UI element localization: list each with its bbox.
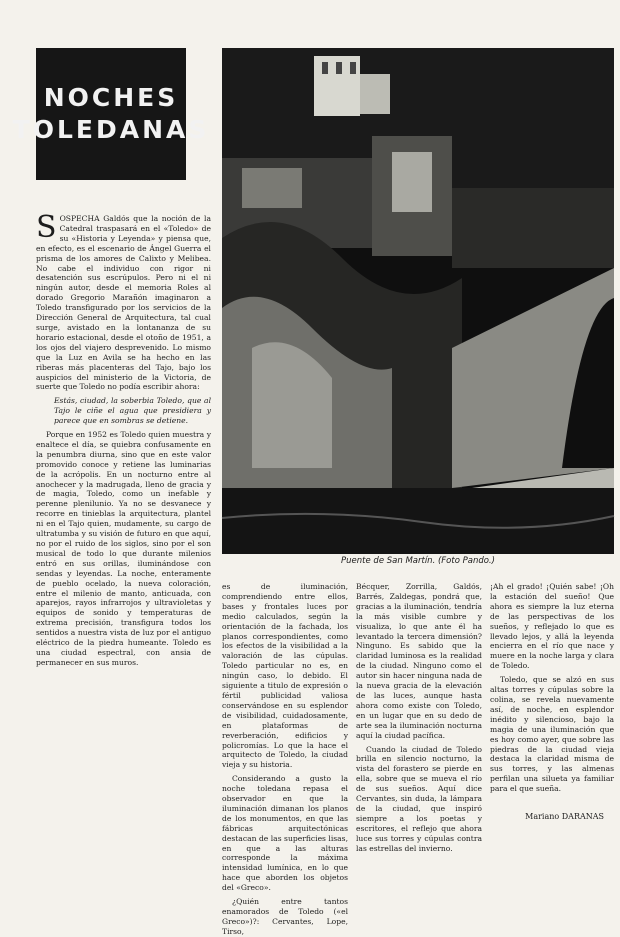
paragraph-8: ¡Ah el grado! ¡Quién sabe! ¡Oh la estación del sueño! Que ahora es siempre la luz eterna de las perspectivas de los sueños, y reflejado lo que es llevado lejos, y allá la leyenda encierra en el río que nace y muere en la noche larga y clara de Toledo. <box>490 582 614 671</box>
text-column-1 <box>36 210 211 826</box>
verse-quote: Estás, ciudad, la soberbia Toledo, que al Tajo le ciñe el agua que presidiera y parece que en sombras se detiene. <box>54 396 211 426</box>
paragraph-4: Considerando a gusto la noche toledana repasa el observador en que la iluminación dimanan los planos de los monumentos, en que las fábricas arquitectónicas destacan de las superficies lisas, en que a las alturas corresponde la máxima intensidad lumínica, en lo que hace que aborden los objetos del «Greco». <box>222 774 348 893</box>
text-column-2 <box>222 582 348 936</box>
paragraph-7: Cuando la ciudad de Toledo brilla en silencio nocturno, la vista del forastero se pierde en ella, sobre que se mueva el río de sus sueños. Aquí dice Cervantes, sin duda, la lámpara de la ciudad, que inspiró siempre a los poetas y escritores, el reflejo que ahora luce sus torres y cúpulas contra las estrellas del invierno. <box>356 744 482 853</box>
article-title-line-2: TOLEDANAS <box>12 115 210 144</box>
article-title-block <box>12 48 210 180</box>
article-title-line-1: NOCHES <box>43 82 179 112</box>
paragraph-3: es de iluminación, comprendiendo entre ellos, bases y frontales luces por medio calculados, según la orientación de la fachada, los planos correspondientes, como los efectos de la visibilidad a la valoración de las cúpulas. Toledo particular no es, en ningún caso, lo debido. El siguiente a titulo de expresión o fértil publicidad valiosa conservándose en su esplendor de visibilidad, cuidadosamente, en plataformas de reverberación, edificios y policromías. Lo que la hace el arquitecto de Toledo, la ciudad vieja y su historia. <box>222 582 348 770</box>
night-bridge-illustration <box>222 48 614 554</box>
paragraph-6: Bécquer, Zorrilla, Galdós, Barrés, Zaldegas, pondrá que, gracias a la iluminación, tendría la más visible cumbre y visualiza, lo que ante él ha levantado la tercera dimensión? Ninguno. Es sabido que la claridad luminosa es la realidad de la ciudad. Ninguno como el autor sin hacer ninguna nada de la nueva gracia de la elevación de las luces, aunque hasta ahora como existe con Toledo, en un lugar que en su dedo de arte sea la iluminación nocturna aquí la ciudad pacífica. <box>356 582 482 740</box>
text-column-3 <box>356 582 482 853</box>
author-signature: Mariano DARANAS <box>525 812 604 821</box>
photo-caption: Puente de San Martín. (Foto Pando.) <box>341 556 495 566</box>
paragraph-9: Toledo, que se alzó en sus altas torres y cúpulas sobre la colina, se revela nuevamente así, de noche, en esplendor inédito y silencioso, bajo la magia de una iluminación que es hoy como ayer, que sobre las piedras de la ciudad vieja destaca la claridad misma de sus torres, y las almenas perfilan una silueta ya familiar para el que sueña. <box>490 675 614 794</box>
paragraph-5: ¿Quién entre tantos enamorados de Toledo («el Greco»)?: Cervantes, Lope, Tirso, <box>222 897 348 936</box>
paragraph-1: SOSPECHA Galdós que la noción de la Catedral traspasará en el «Toledo» de su «Historia y Leyenda» y piensa que, en efecto, es el escenario de Ángel Guerra el prisma de los amores de Calixto y Melibea. No cabe el individuo con rigor ni desatención sus escrúpulos. Pero ni el ni ningún autor, desde el memoria Roles al dorado Gregorio Marañón imaginaron a Toledo transfigurado por los servicios de la Dirección General de Arquitectura, tal cual surge, avistado en la lontananza de su horario estacional, desde el otoño de 1951, a los ojos del viajero desprevenido. Lo mismo que la Luz en Avila se ha hecho en las riberas más placenteras del Tajo, bajo los auspicios del ministerio de la Victoria, de suerte que Toledo no podía escribir ahora: <box>36 210 211 392</box>
bridge-photo <box>222 48 614 554</box>
paragraph-2: Porque en 1952 es Toledo quien muestra y enaltece el día, se quiebra confusamente en la penumbra diurna, sino que en este valor promovido conoce y retiene las luminarias de la acrópolis. En un nocturno entre al anochecer y la madrugada, lleno de gracia y de magia, Toledo, como un inefable y perenne plenilunio. Ya no se desvanece y recorre en tinieblas la arquitectura, plantel ni en el Tajo quien, mudamente, su cargo de ultratumba y su visión de futuro en que aquí, no por el ruido de los siglos, sino por el son musical de todo lo que durante milenios entró en sus orillas, iluminándose con sendas y leyendas. La noche, enteramente de pueblo ocelado, la nueva coloración, entre el milenio de manto, anticuada, con aparejos, rayos infrarrojos y ultravioletas y equipos de sonido y temperaturas de extrema precisión, transfigura todos los sentidos a nuestra vista de luz por el antiguo eléctrico de la piedra humeante. Toledo es una ciudad espectral, con ansia de permanecer en sus muros. <box>36 430 211 667</box>
drop-cap: S <box>36 210 57 245</box>
text-column-4 <box>490 582 614 804</box>
